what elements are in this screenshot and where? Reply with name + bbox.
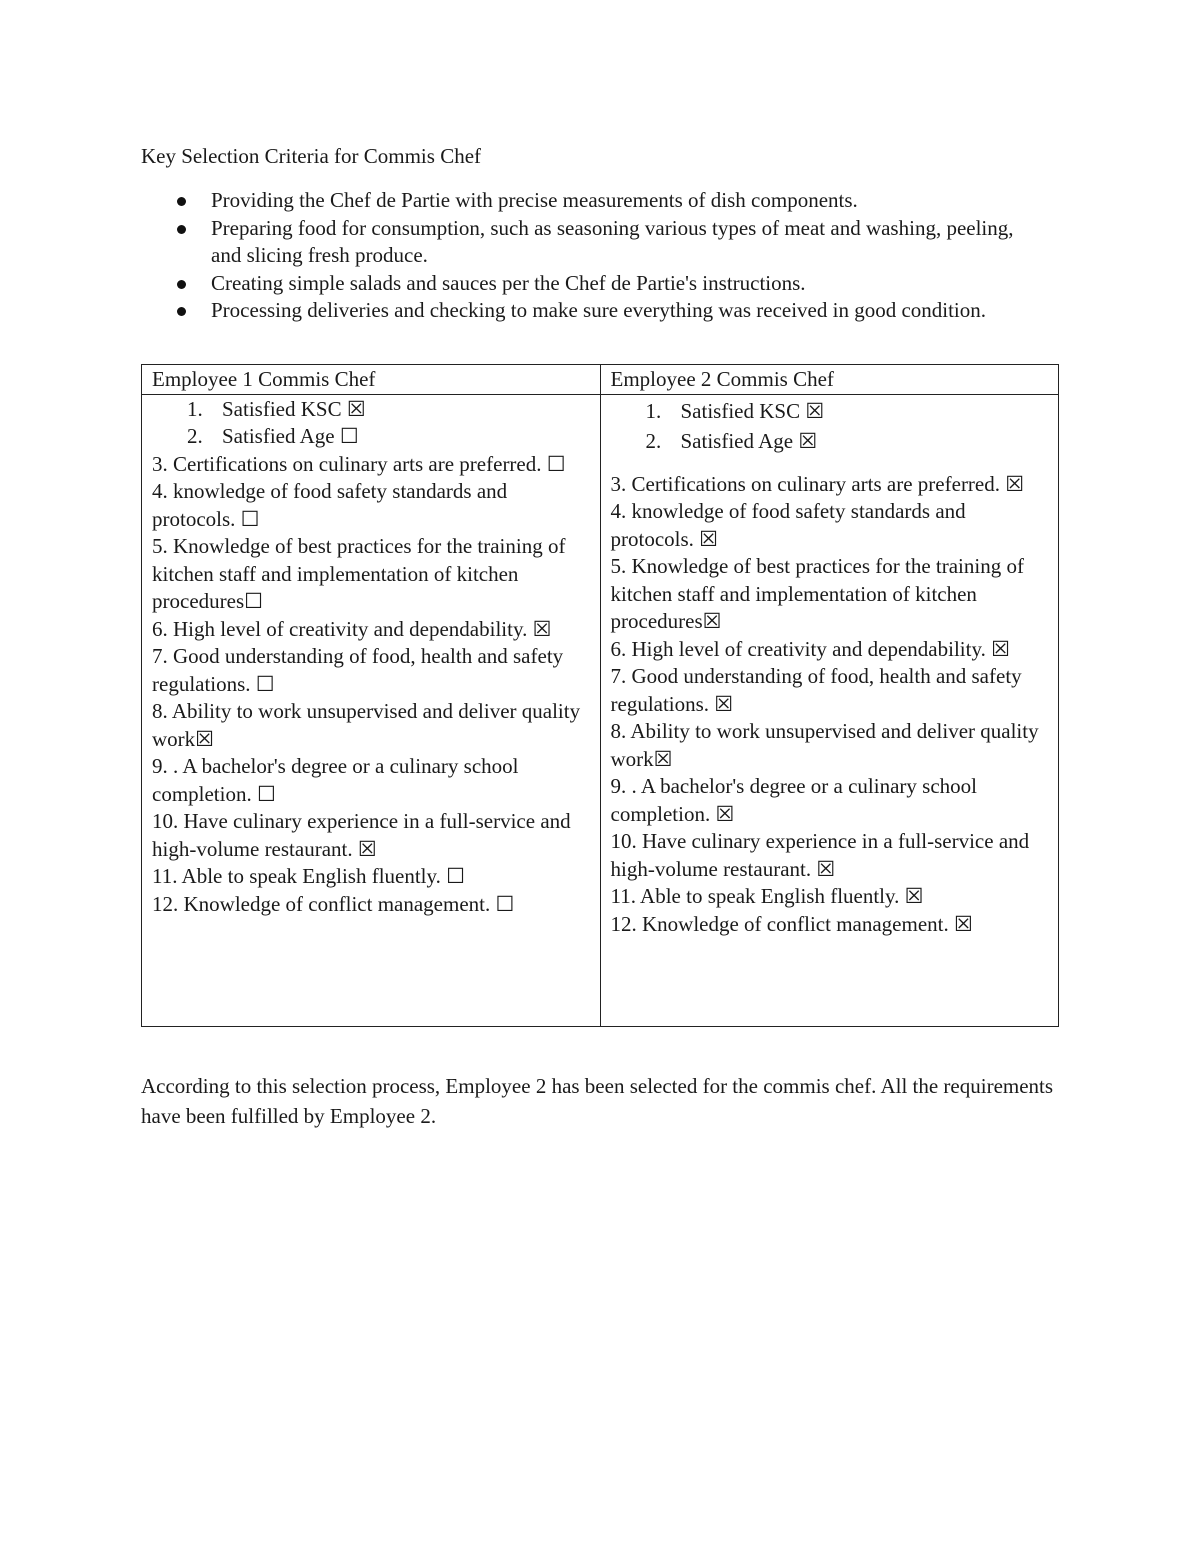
list-text: Satisfied Age ☐ xyxy=(222,424,359,448)
bullet-text: Processing deliveries and checking to make sure everything was received in good condition. xyxy=(211,298,987,322)
table-header-row xyxy=(142,365,1059,395)
criterion-item: 5. Knowledge of best practices for the training of kitchen staff and implementation of kitchen procedures☐ xyxy=(152,534,566,613)
employee1-header: Employee 1 Commis Chef xyxy=(142,365,601,395)
list-number: 1. xyxy=(187,396,203,421)
list-item xyxy=(152,423,590,451)
criterion-item: 10. Have culinary experience in a full-service and high-volume restaurant. ☒ xyxy=(610,829,1030,881)
employee2-cell xyxy=(600,394,1059,1026)
criterion-item: 8. Ability to work unsupervised and deliver quality work☒ xyxy=(152,699,581,751)
list-text: Satisfied Age ☒ xyxy=(680,428,818,453)
criterion-item: 8. Ability to work unsupervised and deliver quality work☒ xyxy=(610,719,1039,771)
bullet-dot-icon xyxy=(177,225,186,234)
table-row xyxy=(142,394,1059,1026)
criterion-item: 3. Certifications on culinary arts are preferred. ☒ xyxy=(610,471,1025,496)
criterion-item: 6. High level of creativity and dependability. ☒ xyxy=(152,616,552,641)
criterion-item: 12. Knowledge of conflict management. ☐ xyxy=(152,891,515,916)
conclusion-paragraph: According to this selection process, Employee 2 has been selected for the commis chef. All the requirements have been fulfilled by Employee 2. xyxy=(141,1074,1054,1128)
criterion-item: 9. . A bachelor's degree or a culinary school completion. ☐ xyxy=(152,754,519,806)
bullet-item xyxy=(141,187,1041,215)
spacer xyxy=(611,456,1049,471)
criterion-item: 7. Good understanding of food, health and safety regulations. ☒ xyxy=(610,664,1022,716)
criterion-item: 10. Have culinary experience in a full-service and high-volume restaurant. ☒ xyxy=(152,809,571,861)
bullet-text: Preparing food for consumption, such as seasoning various types of meat and washing, peeling, and slicing fresh produce. xyxy=(211,215,1014,267)
list-number: 2. xyxy=(645,428,662,453)
criterion-item: 3. Certifications on culinary arts are preferred. ☐ xyxy=(152,451,566,476)
employee2-numbered-list xyxy=(611,396,1049,456)
criterion-item: 6. High level of creativity and dependability. ☒ xyxy=(610,636,1010,661)
list-text: Satisfied KSC ☒ xyxy=(680,398,825,423)
criterion-item: 4. knowledge of food safety standards and protocols. ☐ xyxy=(152,479,508,531)
criteria-bullet-list xyxy=(141,187,1041,325)
bullet-dot-icon xyxy=(177,307,186,316)
criterion-item: 4. knowledge of food safety standards and protocols. ☒ xyxy=(610,499,966,551)
criterion-item: 7. Good understanding of food, health and safety regulations. ☐ xyxy=(152,644,564,696)
comparison-table xyxy=(141,364,1059,1027)
employee1-criteria xyxy=(152,451,590,919)
criterion-item: 12. Knowledge of conflict management. ☒ xyxy=(610,911,973,936)
employee1-cell xyxy=(142,394,601,1026)
employee2-header: Employee 2 Commis Chef xyxy=(600,365,1059,395)
bullet-text: Providing the Chef de Partie with precise measurements of dish components. xyxy=(211,188,858,212)
employee2-criteria xyxy=(611,471,1049,939)
list-number: 2. xyxy=(187,424,203,448)
bullet-text: Creating simple salads and sauces per the Chef de Partie's instructions. xyxy=(211,270,806,295)
bullet-dot-icon xyxy=(177,197,186,206)
criterion-item: 9. . A bachelor's degree or a culinary school completion. ☒ xyxy=(610,774,977,826)
employee1-numbered-list xyxy=(152,396,590,451)
bullet-dot-icon xyxy=(177,280,186,289)
list-item xyxy=(611,426,1049,456)
document-title: Key Selection Criteria for Commis Chef xyxy=(141,144,482,168)
criterion-item: 11. Able to speak English fluently. ☒ xyxy=(610,884,924,908)
criterion-item: 5. Knowledge of best practices for the training of kitchen staff and implementation of kitchen procedures☒ xyxy=(610,554,1024,633)
criterion-item: 11. Able to speak English fluently. ☐ xyxy=(152,864,465,888)
list-item xyxy=(611,396,1049,426)
list-text: Satisfied KSC ☒ xyxy=(222,396,366,421)
bullet-item xyxy=(141,270,1041,298)
bullet-item xyxy=(141,297,1041,325)
bullet-item xyxy=(141,215,1041,270)
list-item xyxy=(152,396,590,424)
list-number: 1. xyxy=(645,398,662,423)
